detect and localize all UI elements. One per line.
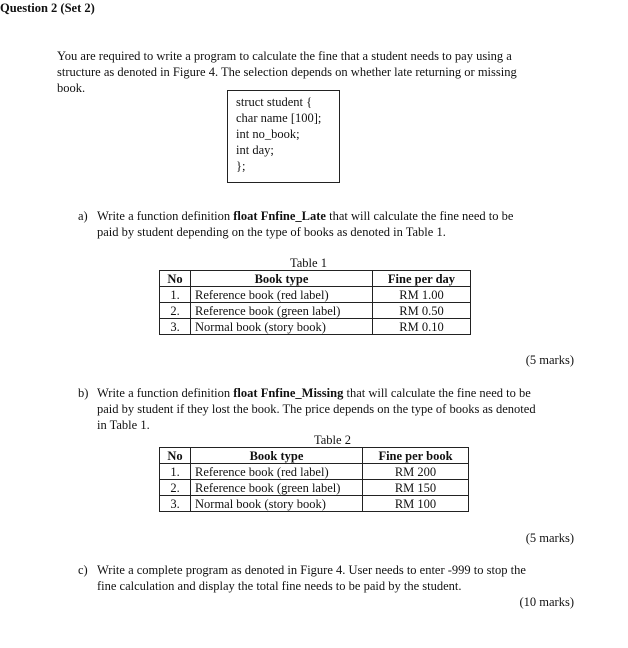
part-b-line3: in Table 1. — [97, 418, 150, 432]
part-c-label: c) — [78, 563, 88, 577]
table-row — [160, 319, 471, 335]
part-b-line1 — [97, 385, 531, 401]
table-row — [160, 464, 469, 480]
part-a-prefix: Write a function definition — [97, 209, 234, 223]
table-cell: Reference book (red label) — [191, 287, 373, 303]
part-b-marks: (5 marks) — [525, 531, 574, 545]
intro-line: book. — [57, 81, 86, 95]
table-cell: 3. — [160, 496, 191, 512]
intro-line: structure as denoted in Figure 4. The selection depends on whether late returning or missing — [57, 65, 517, 79]
table-header-row — [160, 448, 469, 464]
part-b-prefix: Write a function definition — [97, 386, 234, 400]
table-row — [160, 287, 471, 303]
figure4-code-box — [227, 90, 340, 183]
part-b-line2: paid by student if they lost the book. The price depends on the type of books as denoted — [97, 402, 536, 416]
table2 — [159, 447, 469, 512]
table-cell: RM 0.10 — [373, 319, 471, 335]
part-c-line2: fine calculation and display the total fine needs to be paid by the student. — [97, 579, 462, 593]
table-cell: 2. — [160, 303, 191, 319]
part-a-label: a) — [78, 209, 88, 223]
table2-caption: Table 2 — [314, 433, 351, 447]
part-a-function-name: float Fnfine_Late — [233, 209, 326, 223]
table-cell: Reference book (red label) — [191, 464, 363, 480]
table-header: No — [160, 271, 191, 287]
table-cell: RM 1.00 — [373, 287, 471, 303]
table-cell: Reference book (green label) — [191, 480, 363, 496]
part-b-label: b) — [78, 386, 89, 400]
table-header: Fine per book — [363, 448, 469, 464]
table-header: Book type — [191, 448, 363, 464]
code-line: int no_book; — [236, 127, 300, 141]
table-cell: Normal book (story book) — [191, 319, 373, 335]
part-c-marks: (10 marks) — [519, 595, 574, 609]
table1-caption: Table 1 — [290, 256, 327, 270]
part-a-line1 — [97, 208, 513, 224]
table-cell: 2. — [160, 480, 191, 496]
code-line: }; — [236, 159, 246, 173]
table-header-row — [160, 271, 471, 287]
code-line: char name [100]; — [236, 111, 322, 125]
part-b-suffix: that will calculate the fine need to be — [343, 386, 531, 400]
part-a-marks: (5 marks) — [525, 353, 574, 367]
part-b-function-name: float Fnfine_Missing — [233, 386, 344, 400]
table-cell: RM 150 — [363, 480, 469, 496]
table-row — [160, 496, 469, 512]
table-cell: 1. — [160, 287, 191, 303]
table-cell: Normal book (story book) — [191, 496, 363, 512]
table-cell: 3. — [160, 319, 191, 335]
table-header: Book type — [191, 271, 373, 287]
table-cell: RM 0.50 — [373, 303, 471, 319]
table-header: Fine per day — [373, 271, 471, 287]
table1 — [159, 270, 471, 335]
part-a-line2: paid by student depending on the type of books as denoted in Table 1. — [97, 225, 446, 239]
table-header: No — [160, 448, 191, 464]
table-row — [160, 303, 471, 319]
table-row — [160, 480, 469, 496]
table-cell: RM 100 — [363, 496, 469, 512]
intro-line: You are required to write a program to calculate the fine that a student needs to pay using a — [57, 49, 512, 63]
code-line: int day; — [236, 143, 274, 157]
code-line: struct student { — [236, 95, 313, 109]
table-cell: RM 200 — [363, 464, 469, 480]
table-cell: 1. — [160, 464, 191, 480]
part-c-line1: Write a complete program as denoted in Figure 4. User needs to enter -999 to stop the — [97, 563, 526, 577]
table-cell: Reference book (green label) — [191, 303, 373, 319]
part-a-suffix: that will calculate the fine need to be — [325, 209, 514, 223]
question-heading: Question 2 (Set 2) — [0, 1, 95, 15]
